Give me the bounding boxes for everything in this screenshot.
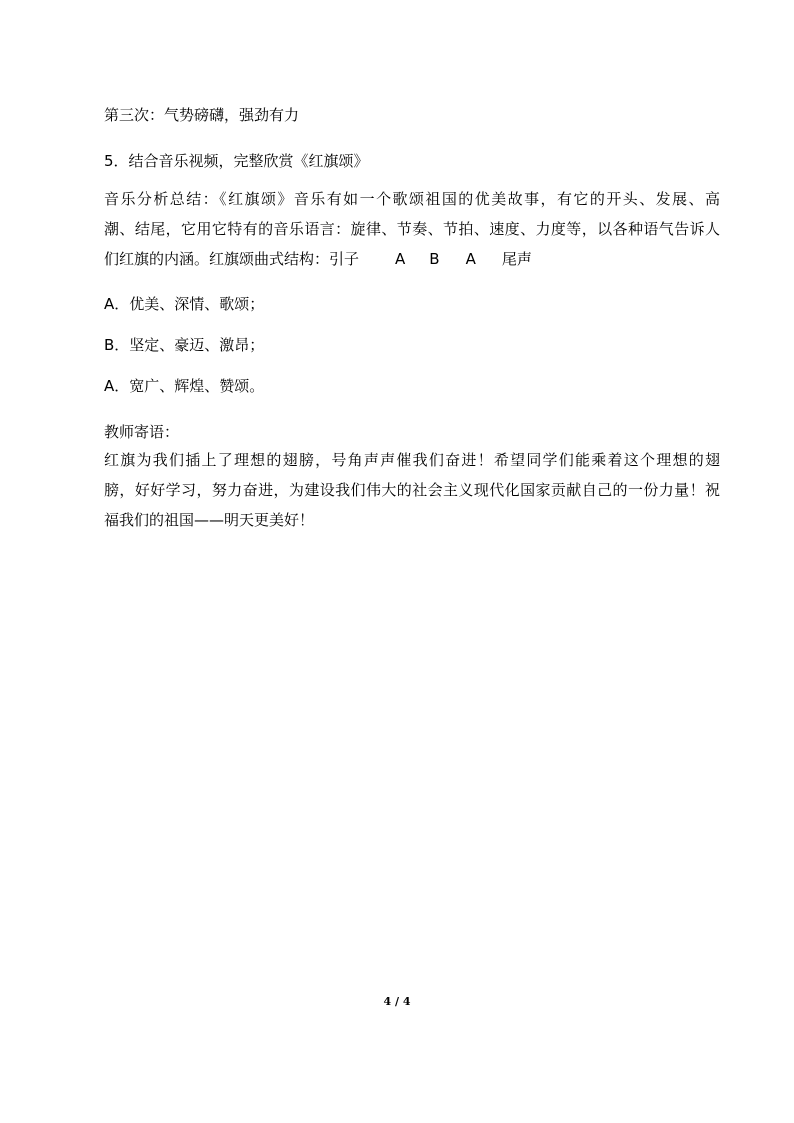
- structure-part-a2: A: [465, 250, 476, 268]
- structure-intro: 们红旗的内涵。红旗颂曲式结构：引子: [104, 250, 360, 268]
- teacher-message-heading: 教师寄语：: [104, 423, 180, 441]
- summary-row-3: [104, 244, 720, 274]
- section-a1-line: A．优美、深情、歌颂；: [104, 295, 265, 313]
- message-row-2: 膀，好好学习，努力奋进，为建设我们伟大的社会主义现代化国家贡献自己的一份力量！祝: [104, 481, 720, 499]
- summary-row-1: 音乐分析总结：《红旗颂》音乐有如一个歌颂祖国的优美故事，有它的开头、发展、高: [104, 190, 720, 208]
- section-b-line: B．坚定、豪迈、激昂；: [104, 336, 265, 354]
- structure-part-b: B: [429, 250, 440, 268]
- message-row-3: 福我们的祖国——明天更美好！: [104, 511, 315, 529]
- teacher-message: [104, 445, 720, 535]
- message-row-1: 红旗为我们插上了理想的翅膀，号角声声催我们奋进！希望同学们能乘着这个理想的翅: [104, 451, 720, 469]
- structure-part-a1: A: [395, 250, 406, 268]
- structure-part-coda: 尾声: [501, 250, 532, 268]
- summary-row-2: 潮、结尾，它用它特有的音乐语言：旋律、节奏、节拍、速度、力度等，以各种语气告诉人: [104, 220, 720, 238]
- step-5-heading: 5．结合音乐视频，完整欣赏《红旗颂》: [104, 152, 369, 170]
- music-analysis-summary: [104, 184, 720, 274]
- third-time-line: 第三次：气势磅礴，强劲有力: [104, 106, 300, 124]
- page-number: 4 / 4: [383, 995, 411, 1008]
- section-a2-line: A．宽广、辉煌、赞颂。: [104, 377, 265, 395]
